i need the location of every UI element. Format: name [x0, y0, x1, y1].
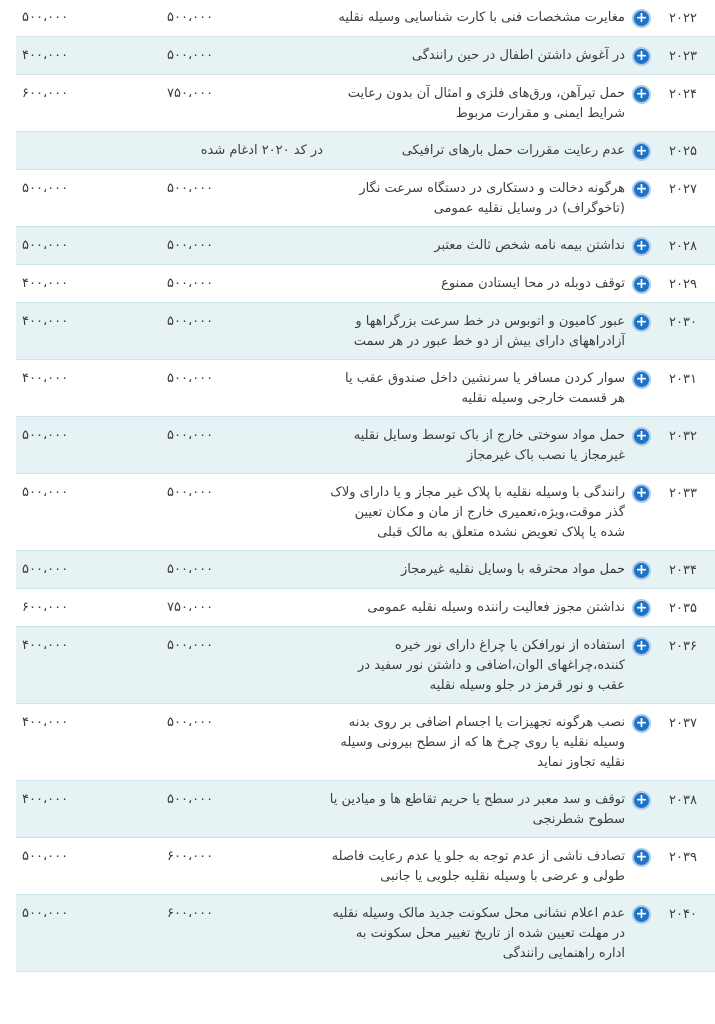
fine-amount-b: ۵۰۰،۰۰۰: [22, 428, 69, 443]
fine-amount-b: ۵۰۰،۰۰۰: [22, 485, 69, 500]
expand-cell: [627, 551, 651, 589]
violation-code: ۲۰۲۷: [669, 182, 697, 197]
fine-amount-a: ۷۵۰،۰۰۰: [167, 86, 214, 101]
fine-amount-b: ۶۰۰،۰۰۰: [22, 600, 69, 615]
plus-icon[interactable]: +: [632, 637, 651, 656]
plus-icon[interactable]: +: [632, 313, 651, 332]
plus-icon[interactable]: +: [632, 180, 651, 199]
plus-icon[interactable]: +: [632, 85, 651, 104]
plus-icon[interactable]: +: [632, 142, 651, 161]
table-row: [16, 303, 715, 360]
fine-amount-b: ۵۰۰،۰۰۰: [22, 906, 69, 921]
fine-amount-b: ۴۰۰،۰۰۰: [22, 371, 69, 386]
expand-cell: [627, 360, 651, 417]
violation-code: ۲۰۳۹: [669, 850, 697, 865]
violation-description: سوار کردن مسافر یا سرنشین داخل صندوق عقب یا هر قسمت خارجی وسیله نقلیه: [345, 371, 625, 406]
violation-description: عدم رعایت مقررات حمل بارهای ترافیکی: [401, 143, 625, 158]
expand-cell: [627, 227, 651, 265]
table-row: [16, 474, 715, 551]
expand-cell: [627, 0, 651, 37]
plus-icon[interactable]: +: [632, 47, 651, 66]
violation-description: توقف و سد معبر در سطح یا حریم تقاطع ها و میادین یا سطوح شطرنجی: [329, 792, 625, 827]
expand-cell: [627, 895, 651, 972]
table-row: [16, 781, 715, 838]
violation-description: حمل مواد محترقه با وسایل نقلیه غیرمجاز: [401, 562, 625, 577]
violation-description: در آغوش داشتن اطفال در حین رانندگی: [411, 48, 625, 63]
expand-cell: [627, 303, 651, 360]
fine-amount-b: ۴۰۰،۰۰۰: [22, 314, 69, 329]
plus-icon[interactable]: +: [632, 599, 651, 618]
violations-table: [16, 0, 715, 972]
table-row: [16, 132, 715, 170]
violation-code: ۲۰۳۴: [669, 563, 697, 578]
fine-amount-a: ۶۰۰،۰۰۰: [167, 906, 214, 921]
violations-table-body: [16, 0, 715, 972]
violation-code: ۲۰۳۲: [669, 429, 697, 444]
violation-description: عبور کامیون و اتوبوس در خط سرعت بزرگراهها و آزادراههای دارای بیش از دو خط عبور در هر سمت: [353, 314, 625, 349]
violation-code: ۲۰۲۴: [669, 87, 697, 102]
fine-amount-b: ۵۰۰،۰۰۰: [22, 849, 69, 864]
fine-amount-b: ۴۰۰،۰۰۰: [22, 48, 69, 63]
violation-code: ۲۰۲۳: [669, 49, 697, 64]
table-row: [16, 170, 715, 227]
fine-amount-b: ۵۰۰،۰۰۰: [22, 10, 69, 25]
expand-cell: [627, 37, 651, 75]
fine-amount-a: ۵۰۰،۰۰۰: [167, 715, 214, 730]
plus-icon[interactable]: +: [632, 275, 651, 294]
fine-amount-a: ۵۰۰،۰۰۰: [167, 181, 214, 196]
plus-icon[interactable]: +: [632, 848, 651, 867]
table-row: [16, 75, 715, 132]
expand-cell: [627, 265, 651, 303]
table-row: [16, 627, 715, 704]
table-row: [16, 704, 715, 781]
plus-icon[interactable]: +: [632, 714, 651, 733]
violation-code: ۲۰۳۱: [669, 372, 697, 387]
fine-amount-a: ۵۰۰،۰۰۰: [167, 485, 214, 500]
violation-description: نداشتن مجوز فعالیت راننده وسیله نقلیه عمومی: [367, 600, 625, 615]
violation-description: نداشتن بیمه نامه شخص ثالث معتبر: [434, 238, 625, 253]
expand-cell: [627, 474, 651, 551]
violation-description: هرگونه دخالت و دستکاری در دستگاه سرعت نگار (تاخوگراف) در وسایل نقلیه عمومی: [359, 181, 625, 216]
fine-amount-a: ۵۰۰،۰۰۰: [167, 276, 214, 291]
plus-icon[interactable]: +: [632, 427, 651, 446]
expand-cell: [627, 417, 651, 474]
fine-amount-a: ۵۰۰،۰۰۰: [167, 314, 214, 329]
table-row: [16, 265, 715, 303]
fine-amount-b: ۶۰۰،۰۰۰: [22, 86, 69, 101]
table-row: [16, 838, 715, 895]
fine-amount-a: ۵۰۰،۰۰۰: [167, 792, 214, 807]
fine-amount-a: ۵۰۰،۰۰۰: [167, 238, 214, 253]
merged-note: در کد ۲۰۲۰ ادغام شده: [200, 143, 323, 158]
expand-cell: [627, 170, 651, 227]
fine-amount-a: ۵۰۰،۰۰۰: [167, 562, 214, 577]
fine-amount-b: ۴۰۰،۰۰۰: [22, 276, 69, 291]
fine-amount-b: ۵۰۰،۰۰۰: [22, 238, 69, 253]
violation-description: حمل تیرآهن، ورق‌های فلزی و امثال آن بدون رعایت شرایط ایمنی و مقرارت مربوط: [347, 86, 625, 121]
expand-cell: [627, 781, 651, 838]
fine-amount-b: ۴۰۰،۰۰۰: [22, 638, 69, 653]
violation-code: ۲۰۲۲: [669, 11, 697, 26]
plus-icon[interactable]: +: [632, 791, 651, 810]
violation-code: ۲۰۳۵: [669, 601, 697, 616]
violation-description: حمل مواد سوختی خارج از باک توسط وسایل نقلیه غیرمجاز یا نصب باک غیرمجاز: [353, 428, 625, 463]
fine-amount-a: ۵۰۰،۰۰۰: [167, 428, 214, 443]
violation-code: ۲۰۲۵: [669, 144, 697, 159]
plus-icon[interactable]: +: [632, 9, 651, 28]
plus-icon[interactable]: +: [632, 905, 651, 924]
plus-icon[interactable]: +: [632, 370, 651, 389]
table-row: [16, 37, 715, 75]
expand-cell: [627, 704, 651, 781]
table-row: [16, 551, 715, 589]
fine-amount-a: ۵۰۰،۰۰۰: [167, 48, 214, 63]
expand-cell: [627, 132, 651, 170]
violation-code: ۲۰۲۸: [669, 239, 697, 254]
plus-icon[interactable]: +: [632, 237, 651, 256]
fine-amount-a: ۷۵۰،۰۰۰: [167, 600, 214, 615]
plus-icon[interactable]: +: [632, 561, 651, 580]
violation-description: تصادف ناشی از عدم توجه به جلو یا عدم رعایت فاصله طولی و عرضی با وسیله نقلیه جلویی یا جانبی: [331, 849, 625, 884]
fine-amount-a: ۵۰۰،۰۰۰: [167, 371, 214, 386]
violation-description: رانندگی با وسیله نقلیه با پلاک غیر مجاز و یا دارای ولاک گذر موقت،ویژه،تعمیری خارج از مان و مکان تعیین شده یا پلاک تعویض نشده متعلق به مالک قبلی: [330, 485, 625, 540]
fine-amount-b: ۵۰۰،۰۰۰: [22, 562, 69, 577]
violation-description: نصب هرگونه تجهیزات یا اجسام اضافی بر روی بدنه وسیله نقلیه یا روی چرخ ها که از سطح بیرونی وسیله نقلیه تجاوز نماید: [340, 715, 625, 770]
table-row: [16, 227, 715, 265]
fine-amount-a: ۵۰۰،۰۰۰: [167, 638, 214, 653]
fine-amount-b: ۵۰۰،۰۰۰: [22, 181, 69, 196]
expand-cell: [627, 75, 651, 132]
table-row: [16, 589, 715, 627]
expand-cell: [627, 838, 651, 895]
violation-description: عدم اعلام نشانی محل سکونت جدید مالک وسیله نقلیه در مهلت تعیین شده از تاریخ تغییر محل سکونت به اداره راهنمایی رانندگی: [332, 906, 625, 961]
violation-code: ۲۰۳۳: [669, 486, 697, 501]
table-row: [16, 360, 715, 417]
fine-amount-a: ۶۰۰،۰۰۰: [167, 849, 214, 864]
violation-code: ۲۰۳۸: [669, 793, 697, 808]
violation-description: مغایرت مشخصات فنی با کارت شناسایی وسیله نقلیه: [338, 10, 625, 25]
table-row: [16, 895, 715, 972]
expand-cell: [627, 589, 651, 627]
fine-amount-b: ۴۰۰،۰۰۰: [22, 792, 69, 807]
expand-cell: [627, 627, 651, 704]
table-row: [16, 417, 715, 474]
violation-description: استفاده از نورافکن یا چراغ دارای نور خیره کننده،چراغهای الوان،اضافی و داشتن نور سفید در عقب و نور قرمز در جلو وسیله نقلیه: [358, 638, 625, 693]
violation-code: ۲۰۳۰: [669, 315, 697, 330]
fine-amount-b: ۴۰۰،۰۰۰: [22, 715, 69, 730]
table-row: [16, 0, 715, 37]
violation-code: ۲۰۳۶: [669, 639, 697, 654]
violation-code: ۲۰۳۷: [669, 716, 697, 731]
violation-code: ۲۰۴۰: [669, 907, 697, 922]
plus-icon[interactable]: +: [632, 484, 651, 503]
violation-code: ۲۰۲۹: [669, 277, 697, 292]
fine-amount-a: ۵۰۰،۰۰۰: [167, 10, 214, 25]
violation-description: توقف دوبله در محا ایستادن ممنوع: [441, 276, 625, 291]
